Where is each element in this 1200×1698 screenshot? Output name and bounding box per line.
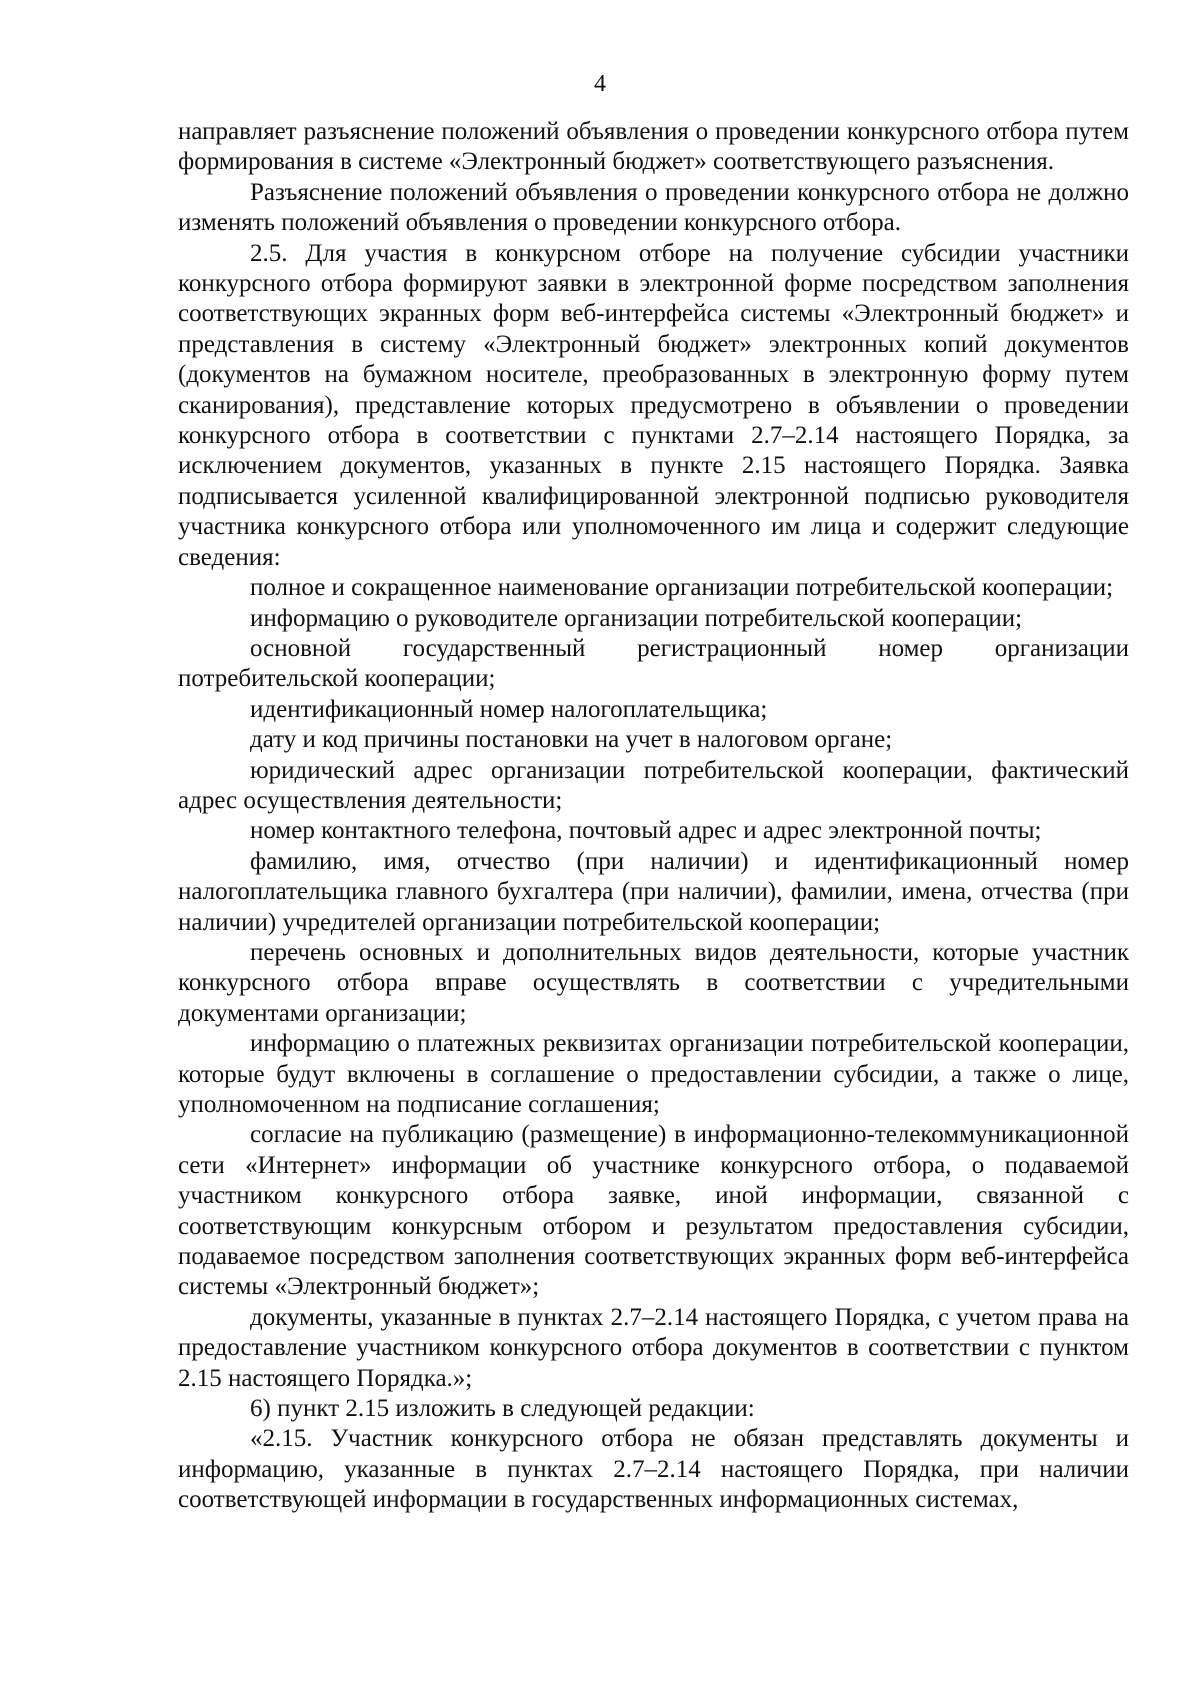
list-item-full-name: полное и сокращенное наименование организации потребительской кооперации;	[250, 574, 1114, 602]
list-item-payment-details: информацию о платежных реквизитах организации потребительской кооперации, которые будут включены в соглашение о предоставлении субсидии, а также о лице, уполномоченном на подписание соглашения;	[178, 1030, 1129, 1118]
list-item-publication-consent: согласие на публикацию (размещение) в информационно-телекоммуникационной сети «Интернет» информации об участнике конкурсного отбора, о подаваемой участником конкурсного отбора заявке, иной информации, связанной с соответствующим конкурсным отбором и результатом предоставления субсидии, подаваемое посредством заполнения соответствующих экранных форм веб-интерфейса системы «Электронный бюджет»;	[178, 1121, 1129, 1301]
paragraph-2-5: 2.5. Для участия в конкурсном отборе на получение субсидии участники конкурсного отбора формируют заявки в электронной форме посредством заполнения соответствующих экранных форм веб-интерфейса системы «Электронный бюджет» и представления в систему «Электронный бюджет» электронных копий документов (документов на бумажном носителе, преобразованных в электронную форму путем сканирования), представление которых предусмотрено в объявлении о проведении конкурсного отбора в соответствии с пунктами 2.7–2.14 настоящего Порядка, за исключением документов, указанных в пункте 2.15 настоящего Порядка. Заявка подписывается усиленной квалифицированной электронной подписью руководителя участника конкурсного отбора или уполномоченного им лица и содержит следующие сведения:	[178, 239, 1129, 571]
paragraph-clarification-limit: Разъяснение положений объявления о проведении конкурсного отбора не должно изменять положений объявления о проведении конкурсного отбора.	[178, 178, 1129, 237]
list-item-inn: идентификационный номер налогоплательщика;	[250, 695, 768, 723]
list-item-head-info: информацию о руководителе организации потребительской кооперации;	[250, 604, 1023, 632]
list-item-registration-date: дату и код причины постановки на учет в налоговом органе;	[250, 726, 893, 754]
list-item-documents: документы, указанные в пунктах 2.7–2.14 настоящего Порядка, с учетом права на предоставление участником конкурсного отбора документов в соответствии с пунктом 2.15 настоящего Порядка.»;	[178, 1303, 1129, 1392]
document-body	[178, 117, 1129, 1516]
paragraph-continuation: направляет разъяснение положений объявления о проведении конкурсного отбора путем формирования в системе «Электронный бюджет» соответствующего разъяснения.	[178, 118, 1129, 176]
paragraph-amendment-6: 6) пункт 2.15 изложить в следующей редакции:	[250, 1395, 755, 1423]
list-item-activities: перечень основных и дополнительных видов деятельности, которые участник конкурсного отбора вправе осуществлять в соответствии с учредительными документами организации;	[178, 938, 1129, 1027]
list-item-address: юридический адрес организации потребительской кооперации, фактический адрес осуществления деятельности;	[178, 756, 1129, 814]
paragraph-2-15: «2.15. Участник конкурсного отбора не обязан представлять документы и информацию, указанные в пунктах 2.7–2.14 настоящего Порядка, при наличии соответствующей информации в государственных информационных системах,	[178, 1425, 1129, 1514]
list-item-accountant-founders: фамилию, имя, отчество (при наличии) и идентификационный номер налогоплательщика главного бухгалтера (при наличии), фамилии, имена, отчества (при наличии) учредителей организации потребительской кооперации;	[178, 847, 1129, 936]
page-number: 4	[594, 71, 606, 97]
list-item-ogrn: основной государственный регистрационный номер организации потребительской кооперации;	[178, 634, 1129, 693]
list-item-contacts: номер контактного телефона, почтовый адрес и адрес электронной почты;	[250, 817, 1042, 845]
